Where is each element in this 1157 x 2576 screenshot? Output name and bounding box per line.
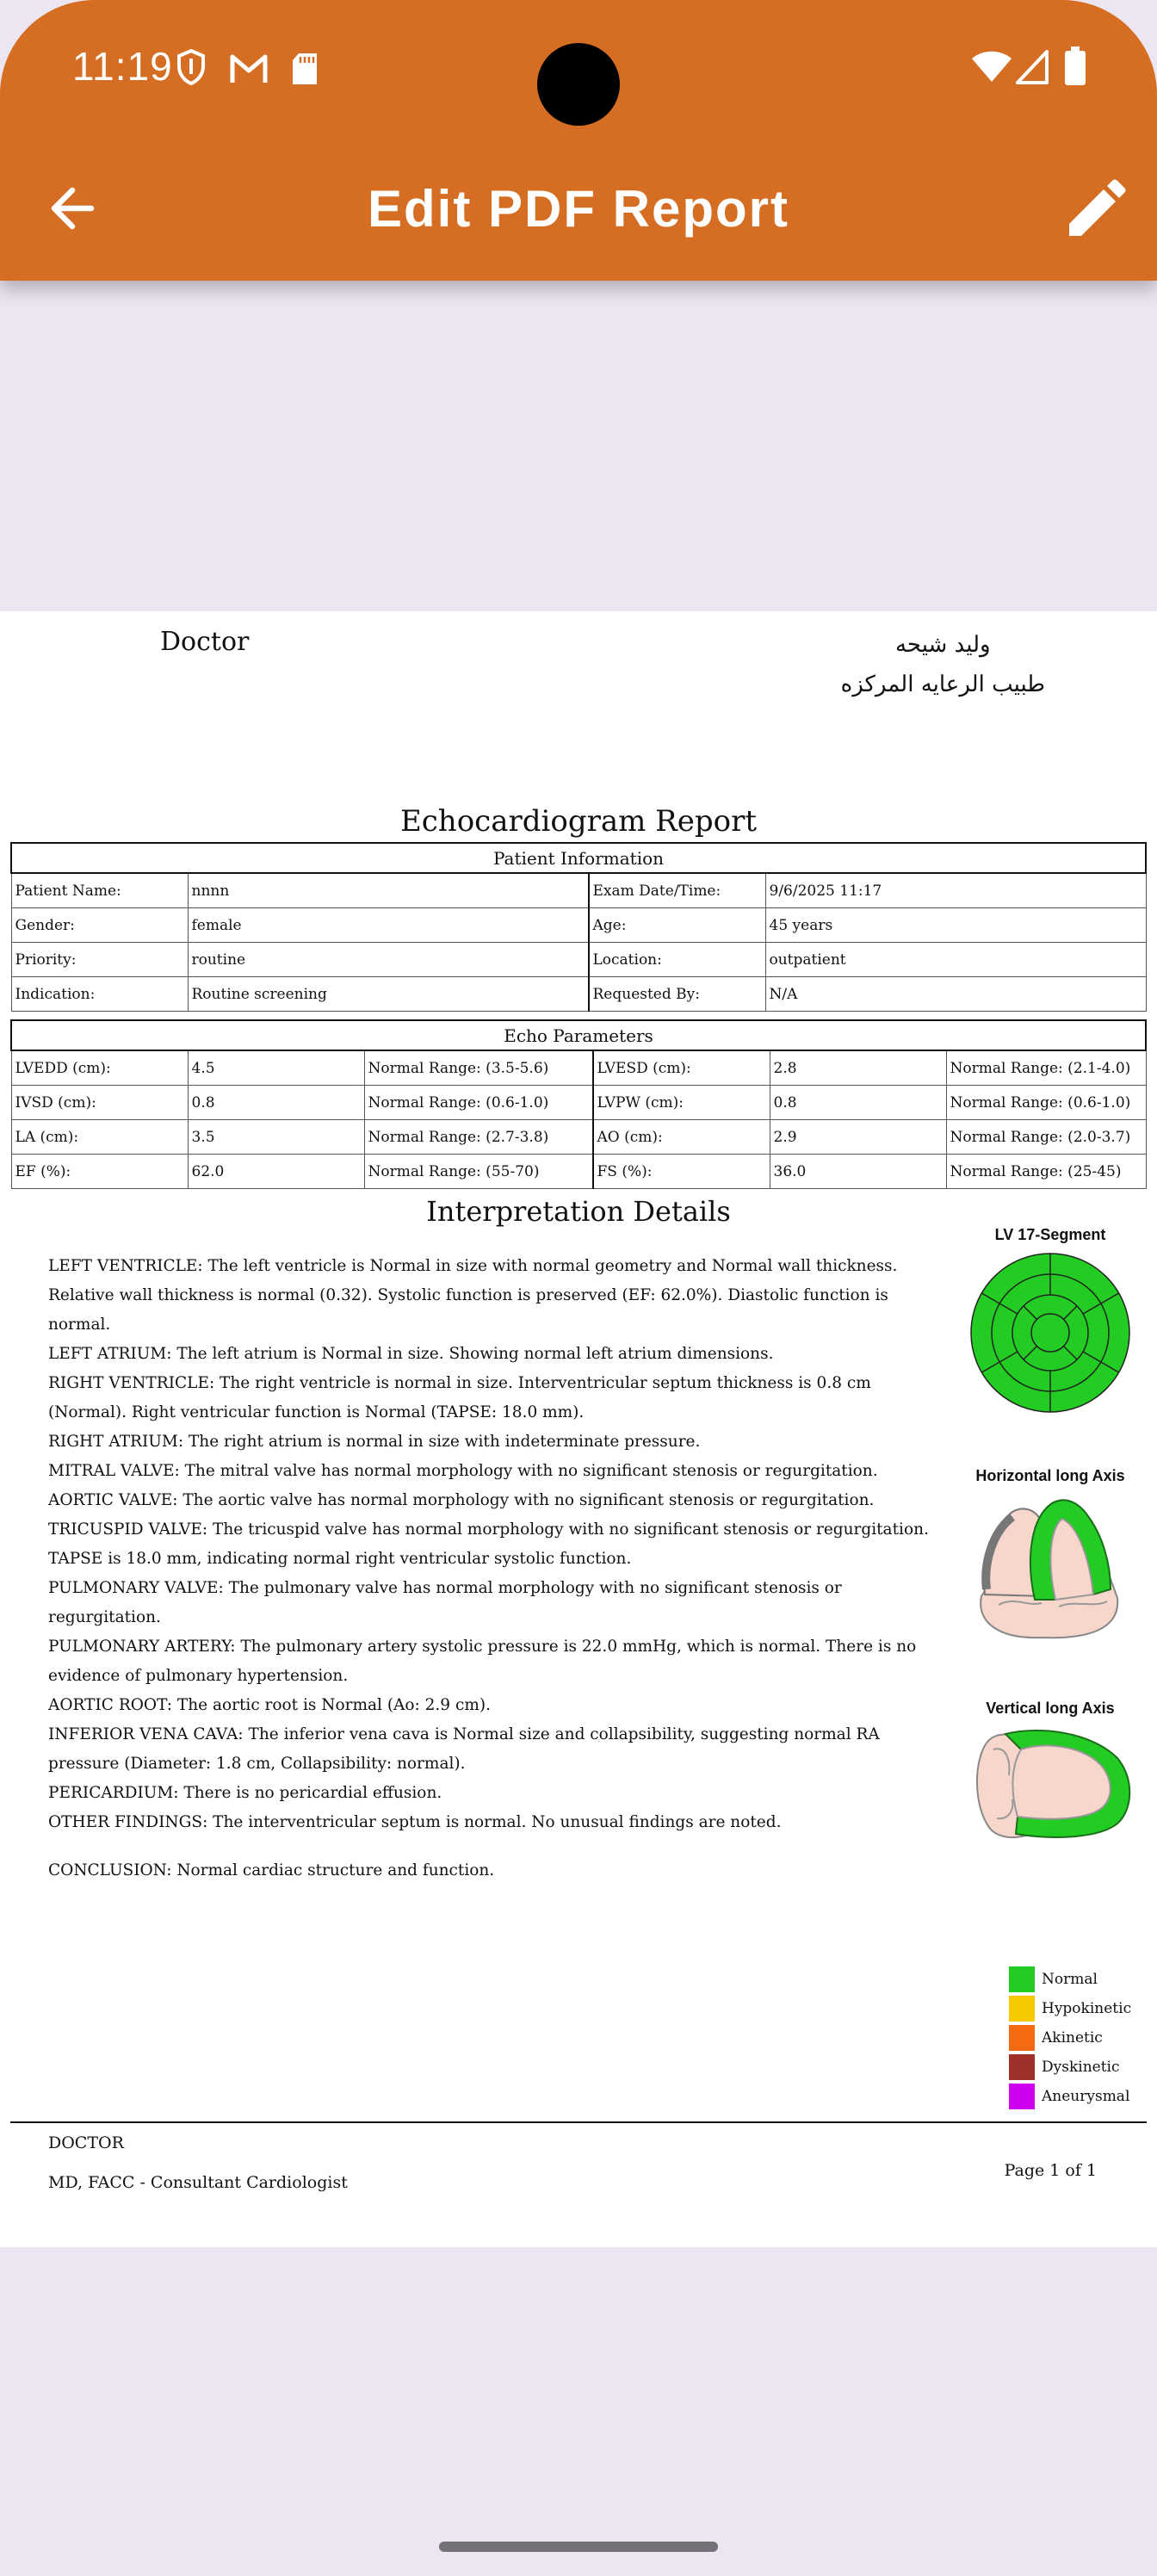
legend-item [1009,2082,1131,2111]
patient-info-heading: Patient Information [11,843,1146,873]
echo-parameters-table [10,1019,1147,1189]
echo-parameters-heading: Echo Parameters [11,1020,1146,1050]
legend-item [1009,2023,1131,2053]
table-cell: LVPW (cm): [593,1086,770,1120]
doctor-name-ar: وليد شيحه [894,632,991,658]
app-bar [0,0,1157,281]
table-cell: IVSD (cm): [11,1086,188,1120]
signature-title: MD, FACC - Consultant Cardiologist [48,2173,348,2192]
table-cell: Age: [589,908,766,943]
legend-swatch-normal [1009,1966,1035,1992]
table-cell: 4.5 [188,1050,364,1086]
report-title: Echocardiogram Report [399,804,758,839]
gmail-icon [229,53,269,84]
table-cell: Normal Range: (55-70) [364,1155,593,1189]
table-row [11,873,1146,908]
table-cell: 0.8 [188,1086,364,1120]
table-cell: 2.9 [770,1120,946,1155]
doctor-role-ar: طبيب الرعايه المركزه [840,672,1045,697]
table-cell: LVESD (cm): [593,1050,770,1086]
table-cell: Indication: [11,977,188,1012]
table-cell: Priority: [11,943,188,977]
table-row [11,1155,1146,1189]
table-cell: Requested By: [589,977,766,1012]
wall-motion-legend [1009,1965,1131,2111]
finding-paragraph: INFERIOR VENA CAVA: The inferior vena cava is Normal size and collapsibility, suggesting normal RA pressure (Diameter: 1.8 cm, Collapsibility: normal). [48,1725,880,1773]
table-cell: outpatient [765,943,1146,977]
table-cell: 3.5 [188,1120,364,1155]
signature-name: DOCTOR [48,2133,124,2152]
table-cell: nnnn [188,873,589,908]
table-cell: Routine screening [188,977,589,1012]
table-cell: Location: [589,943,766,977]
conclusion: CONCLUSION: Normal cardiac structure and function. [48,1861,495,1879]
finding-paragraph: PERICARDIUM: There is no pericardial effusion. [48,1784,442,1802]
gesture-nav-handle[interactable] [439,2542,718,2552]
finding-paragraph: AORTIC VALVE: The aortic valve has normal morphology with no significant stenosis or regurgitation. [48,1491,875,1509]
vertical-long-axis-diagram [971,1724,1131,1844]
horizontal-axis-label: Horizontal long Axis [975,1467,1125,1484]
legend-swatch-hypokinetic [1009,1996,1035,2022]
doctor-arabic-header [841,625,1045,704]
finding-paragraph: RIGHT ATRIUM: The right atrium is normal in size with indeterminate pressure. [48,1433,701,1451]
finding-paragraph: RIGHT VENTRICLE: The right ventricle is normal in size. Interventricular septum thickness is 0.8 cm (Normal). Right ventricular function is Normal (TAPSE: 18.0 mm). [48,1374,871,1421]
table-cell: Normal Range: (2.1-4.0) [946,1050,1146,1086]
table-cell: AO (cm): [593,1120,770,1155]
table-row [11,1050,1146,1086]
table-row [11,1120,1146,1155]
table-cell: Patient Name: [11,873,188,908]
shield-icon [176,48,207,86]
wifi-icon [971,50,1012,83]
table-cell: 62.0 [188,1155,364,1189]
table-cell: FS (%): [593,1155,770,1189]
patient-info-table [10,842,1147,1012]
finding-paragraph: TRICUSPID VALVE: The tricuspid valve has normal morphology with no significant stenosis or regurgitation. TAPSE is 18.0 mm, indicating normal right ventricular systolic function. [48,1520,929,1568]
table-cell: 9/6/2025 11:17 [765,873,1146,908]
app-title: Edit PDF Report [368,180,789,238]
legend-label: Normal [1042,1971,1098,1988]
finding-paragraph: LEFT ATRIUM: The left atrium is Normal in size. Showing normal left atrium dimensions. [48,1345,774,1363]
legend-label: Hypokinetic [1042,2000,1132,2017]
finding-paragraph: PULMONARY VALVE: The pulmonary valve has normal morphology with no significant stenosis or regurgitation. [48,1579,842,1626]
table-cell: female [188,908,589,943]
table-row [11,977,1146,1012]
table-row [11,943,1146,977]
legend-item [1009,1965,1131,1994]
table-cell: 2.8 [770,1050,946,1086]
table-cell: LVEDD (cm): [11,1050,188,1086]
finding-paragraph: AORTIC ROOT: The aortic root is Normal (Ao: 2.9 cm). [48,1696,491,1714]
vertical-axis-label: Vertical long Axis [986,1700,1115,1717]
table-cell: Exam Date/Time: [589,873,766,908]
finding-paragraph: MITRAL VALVE: The mitral valve has normal morphology with no significant stenosis or regurgitation. [48,1462,878,1480]
sd-card-icon [291,52,319,86]
interpretation-text [48,1252,935,1886]
edit-pencil-icon[interactable] [1064,179,1126,241]
table-cell: routine [188,943,589,977]
table-cell: Normal Range: (2.0-3.7) [946,1120,1146,1155]
footer-divider [10,2121,1147,2123]
table-cell: LA (cm): [11,1120,188,1155]
table-cell: 36.0 [770,1155,946,1189]
legend-item [1009,1994,1131,2023]
status-time: 11:19 [72,44,173,89]
table-cell: Normal Range: (3.5-5.6) [364,1050,593,1086]
finding-paragraph: LEFT VENTRICLE: The left ventricle is Normal in size with normal geometry and Normal wall thickness. Relative wall thickness is normal (0.32). Systolic function is preserved (EF: 62.0%). Diastolic function is normal. [48,1257,898,1334]
table-cell: Gender: [11,908,188,943]
table-cell: N/A [765,977,1146,1012]
table-cell: Normal Range: (0.6-1.0) [946,1086,1146,1120]
legend-swatch-dyskinetic [1009,2054,1035,2080]
legend-label: Dyskinetic [1042,2059,1120,2076]
page-number: Page 1 of 1 [1004,2161,1097,2180]
table-cell: Normal Range: (2.7-3.8) [364,1120,593,1155]
table-cell: Normal Range: (0.6-1.0) [364,1086,593,1120]
legend-swatch-akinetic [1009,2025,1035,2051]
legend-label: Aneurysmal [1042,2088,1130,2105]
legend-item [1009,2053,1131,2082]
table-cell: 45 years [765,908,1146,943]
finding-paragraph: OTHER FINDINGS: The interventricular septum is normal. No unusual findings are noted. [48,1813,782,1831]
legend-label: Akinetic [1042,2029,1103,2047]
legend-swatch-aneurysmal [1009,2084,1035,2109]
table-row [11,1086,1146,1120]
lv-17-segment-diagram [969,1252,1131,1414]
finding-paragraph: PULMONARY ARTERY: The pulmonary artery systolic pressure is 22.0 mmHg, which is normal. There is no evidence of pulmonary hypertension. [48,1638,917,1685]
pdf-page[interactable] [0,611,1157,2247]
battery-icon [1064,46,1086,86]
doctor-label: Doctor [160,627,250,657]
bullseye-label: LV 17-Segment [994,1226,1106,1243]
signal-icon [1016,50,1049,84]
table-cell: EF (%): [11,1155,188,1189]
table-row [11,908,1146,943]
interpretation-title: Interpretation Details [426,1195,731,1228]
camera-cutout [537,43,620,126]
table-cell: 0.8 [770,1086,946,1120]
horizontal-long-axis-diagram [973,1493,1128,1644]
table-cell: Normal Range: (25-45) [946,1155,1146,1189]
